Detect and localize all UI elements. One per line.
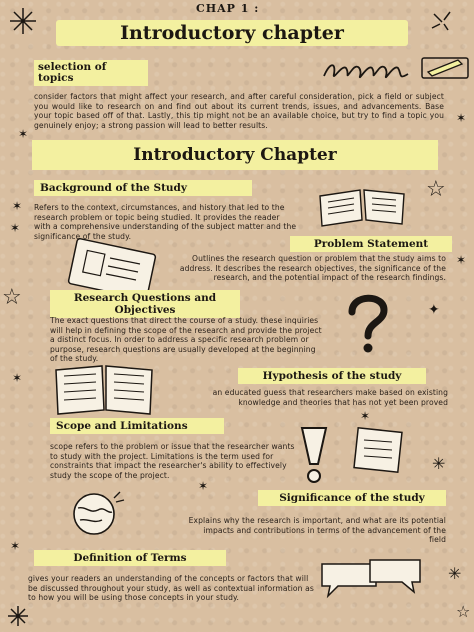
hypothesis-heading: Hypothesis of the study (238, 368, 426, 384)
star-icon: ✶ (198, 479, 209, 493)
open-book-icon (314, 186, 414, 230)
sparkle-icon (6, 604, 30, 628)
star-icon: ✶ (456, 253, 467, 267)
definition-heading: Definition of Terms (34, 550, 226, 566)
globe-icon (68, 488, 126, 538)
problem-heading: Problem Statement (290, 236, 452, 252)
speech-bubbles-icon (316, 556, 426, 602)
problem-body: Outlines the research question or problem that the study aims to address. It describes the research objectives, the significance of the research, and the potential impact of the research findings. (179, 254, 446, 283)
sparkle-icon: ✦ (428, 302, 440, 318)
star-icon: ✶ (10, 539, 21, 553)
sparkle-icon (430, 10, 458, 34)
star-icon: ✶ (12, 371, 23, 385)
star-icon: ✶ (12, 199, 23, 213)
sparkle-icon: ✳ (448, 564, 462, 583)
selection-heading: selection of topics (34, 60, 148, 86)
questions-body: The exact questions that direct the course of a study. these inquiries will help in defining the scope of the research and provide the project a distinct focus. In order to address a specific research problem or purpose, research questions are usually developed at the beginning of the study. (50, 316, 322, 364)
significance-body: Explains why the research is important, and what are its potential impacts and contributions in terms of the advancement of the field (188, 516, 446, 545)
sparkle-icon (8, 6, 38, 36)
star-icon: ☆ (456, 602, 471, 621)
scope-body: scope refers to the problem or issue that the researcher wants to study with the project. Limitations is the term used for constraints that impact the researcher's ability to effectively study the scope of the project. (50, 442, 295, 480)
star-icon: ✶ (456, 111, 467, 125)
chapter-title: Introductory Chapter (32, 140, 438, 170)
sparkle-icon: ✳ (432, 454, 446, 473)
selection-body: consider factors that might affect your research, and after careful consideration, pick a field or subject you would like to research on and find out about its current trends, issues, and advancements. Base your topic based off of that. Lastly, this tip might not be an available choice, but try to find a topic you genuinely enjoy; a strong passion will lead to better results. (34, 92, 444, 130)
star-icon: ✶ (18, 127, 29, 141)
star-icon: ☆ (2, 285, 22, 310)
background-heading: Background of the Study (34, 180, 252, 196)
loop-scribble-icon (322, 60, 412, 82)
scope-heading: Scope and Limitations (50, 418, 224, 434)
star-icon: ✶ (360, 409, 371, 423)
star-icon: ✶ (10, 221, 21, 235)
chapter-label: CHAP 1 : (196, 2, 260, 15)
hypothesis-body: an educated guess that researchers make based on existing knowledge and theories that has not yet been proved (212, 388, 448, 407)
star-icon: ☆ (426, 177, 446, 202)
question-mark-icon (338, 290, 398, 356)
notebook-icon (50, 362, 160, 416)
pencil-icon (420, 52, 470, 82)
significance-heading: Significance of the study (258, 490, 446, 506)
exclamation-icon (294, 422, 334, 486)
definition-body: gives your readers an understanding of the concepts or factors that will be discussed throughout your study, as well as contextual information as to how you will be using those concepts in your study. (28, 574, 314, 603)
background-body: Refers to the context, circumstances, and history that led to the research problem or topic being studied. It provides the reader with a comprehensive understanding of the subject matter and the significance of the study. (34, 203, 297, 241)
header-title: Introductory chapter (56, 20, 408, 46)
sticky-notes-icon (346, 426, 406, 478)
questions-heading: Research Questions and Objectives (50, 290, 240, 318)
